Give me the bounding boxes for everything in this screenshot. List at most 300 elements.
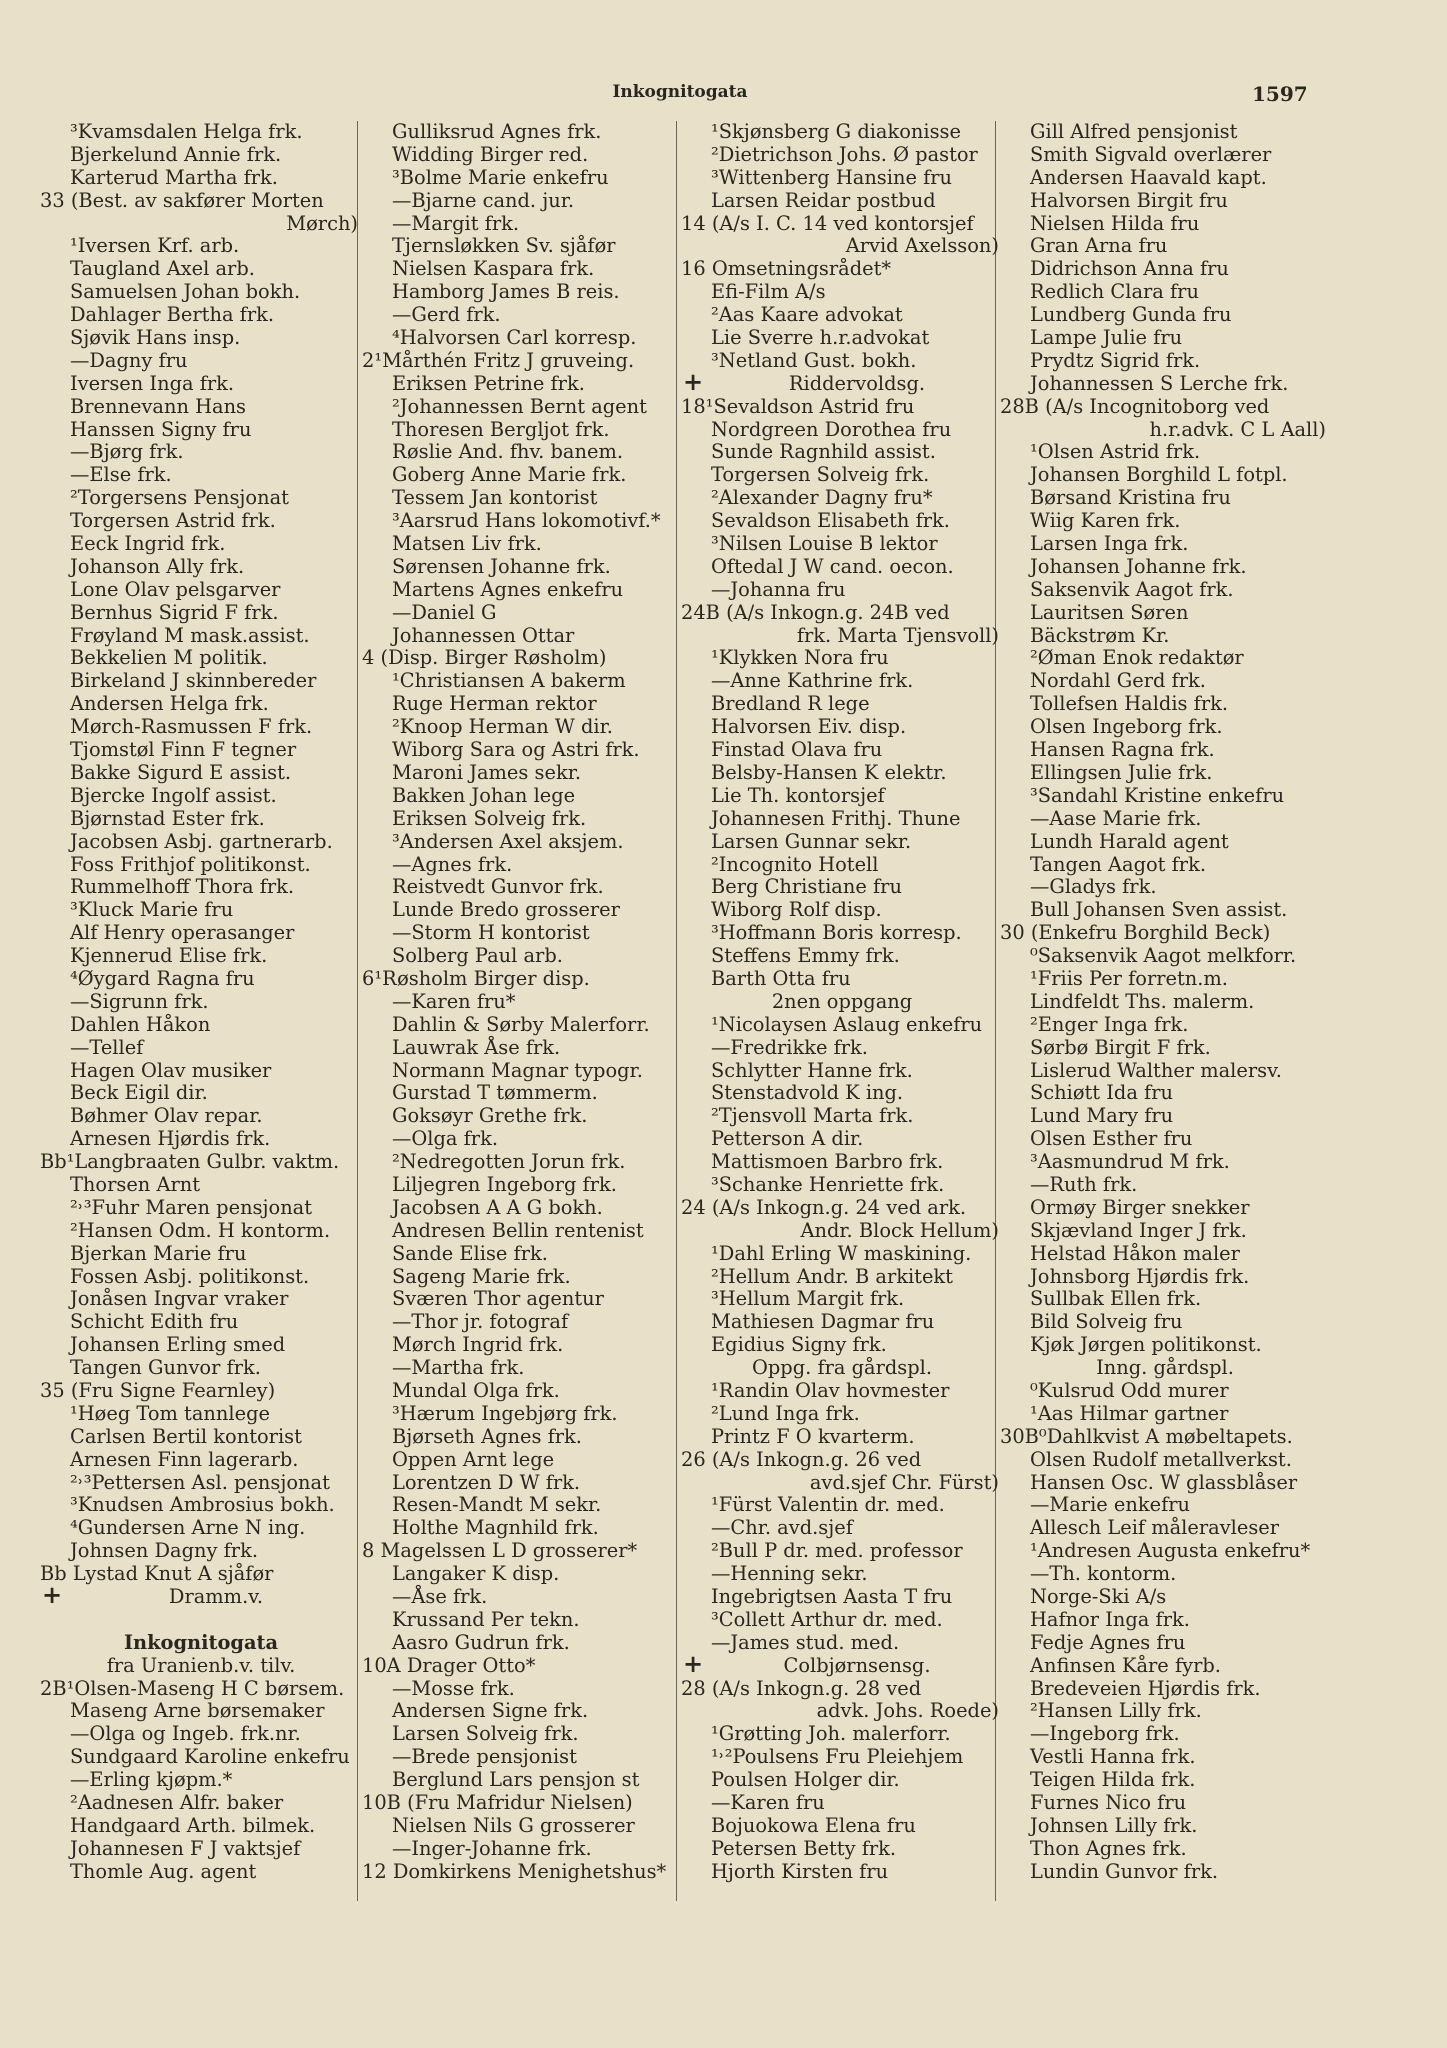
resident-entry: Lund Mary fru <box>1030 1104 1174 1128</box>
resident-entry: Tessem Jan kontorist <box>392 486 598 510</box>
resident-entry: Egidius Signy frk. <box>711 1333 887 1357</box>
resident-entry: Tangen Aagot frk. <box>1030 852 1206 876</box>
resident-entry: Jacobsen A A G bokh. <box>392 1195 603 1219</box>
resident-entry: Halvorsen Birgit fru <box>1030 188 1228 212</box>
resident-entry: Helstad Håkon maler <box>1030 1241 1240 1265</box>
resident-entry: ³Kluck Marie fru <box>70 898 234 922</box>
resident-entry: Steffens Emmy frk. <box>711 944 900 968</box>
resident-entry: Lunde Bredo grosserer <box>392 898 620 922</box>
section-note: 2nen oppgang <box>771 989 913 1013</box>
resident-entry: ¹Klykken Nora fru <box>711 646 889 670</box>
resident-entry: ²Hellum Andr. B arkitekt <box>711 1264 953 1288</box>
resident-entry: —Gerd frk. <box>392 303 501 327</box>
resident-entry: Poulsen Holger dir. <box>711 1768 900 1792</box>
resident-entry: Maseng Arne børsemaker <box>70 1699 325 1723</box>
resident-entry: Goksøyr Grethe frk. <box>392 1104 588 1128</box>
resident-entry: Vestli Hanna frk. <box>1030 1745 1196 1769</box>
resident-entry: ¹Fürst Valentin dr. med. <box>711 1493 945 1517</box>
resident-entry: Nordahl Gerd frk. <box>1030 669 1206 693</box>
resident-entry: ²Øman Enok redaktør <box>1030 646 1244 670</box>
column-2 <box>362 121 684 2001</box>
resident-entry: Nielsen Nils G grosserer <box>392 1813 635 1837</box>
resident-entry: Dahlin & Sørby Malerforr. <box>392 1012 650 1036</box>
resident-entry: Bjerkelund Annie frk. <box>70 142 282 166</box>
address-entry: 2B¹Olsen-Maseng H C børsem. <box>40 1676 345 1700</box>
resident-entry: Gran Arna fru <box>1030 234 1168 258</box>
resident-entry: Sværen Thor agentur <box>392 1287 604 1311</box>
resident-entry: —Anne Kathrine frk. <box>711 669 914 693</box>
resident-entry: Finstad Olava fru <box>711 738 883 762</box>
resident-entry: Larsen Solveig frk. <box>392 1722 579 1746</box>
resident-entry: —Erling kjøpm.* <box>70 1768 233 1792</box>
resident-entry: ³Nilsen Louise B lektor <box>711 532 938 556</box>
resident-entry: Lislerud Walther malersv. <box>1030 1058 1282 1082</box>
resident-entry: —Sigrunn frk. <box>70 989 209 1013</box>
resident-entry: Sande Elise frk. <box>392 1241 548 1265</box>
address-owner-continuation: Mørch) <box>286 211 358 235</box>
resident-entry: Liljegren Ingeborg frk. <box>392 1172 617 1196</box>
resident-entry: ¹Dahl Erling W maskining. <box>711 1241 972 1265</box>
resident-entry: Lie Th. kontorsjef <box>711 783 885 807</box>
resident-entry: Samuelsen Johan bokh. <box>70 280 301 304</box>
resident-entry: —Karen fru* <box>392 989 516 1013</box>
resident-entry: Kjøk Jørgen politikonst. <box>1030 1333 1262 1357</box>
resident-entry: Foss Frithjof politikonst. <box>70 852 311 876</box>
resident-entry: Efi-Film A/s <box>711 280 826 304</box>
address-entry: 2¹Mårthén Fritz J gruveing. <box>362 348 635 372</box>
resident-entry: Resen-Mandt M sekr. <box>392 1493 602 1517</box>
resident-entry: —Marie enkefru <box>1030 1493 1191 1517</box>
resident-entry: ¹Christiansen A bakerm <box>392 669 626 693</box>
resident-entry: Ingebrigtsen Aasta T fru <box>711 1585 953 1608</box>
resident-entry: Karterud Martha frk. <box>70 165 278 189</box>
resident-entry: —Tellef <box>70 1035 144 1059</box>
resident-entry: —Fredrikke frk. <box>711 1035 868 1059</box>
resident-entry: ²Nedregotten Jorun frk. <box>392 1150 626 1174</box>
resident-entry: Sjøvik Hans insp. <box>70 326 241 350</box>
resident-entry: —Henning sekr. <box>711 1562 868 1586</box>
resident-entry: —Th. kontorm. <box>1030 1562 1177 1586</box>
resident-entry: ³Schanke Henriette frk. <box>711 1172 945 1196</box>
resident-entry: —Daniel G <box>392 600 497 624</box>
resident-entry: Redlich Clara fru <box>1030 280 1199 304</box>
resident-entry: Røslie And. fhv. banem. <box>392 440 623 464</box>
resident-entry: ²Alexander Dagny fru* <box>711 486 933 510</box>
resident-entry: ²Dietrichson Johs. Ø pastor <box>711 142 978 166</box>
resident-entry: Taugland Axel arb. <box>70 257 255 281</box>
resident-entry: ¹Grøtting Joh. malerforr. <box>711 1722 951 1746</box>
resident-entry: Petterson A dir. <box>711 1127 864 1151</box>
resident-entry: Nielsen Kaspara frk. <box>392 257 595 281</box>
resident-entry: Johansen Borghild L fotpl. <box>1030 463 1288 487</box>
resident-entry: Birkeland J skinnbereder <box>70 669 317 693</box>
resident-entry: Aasro Gudrun frk. <box>392 1630 570 1654</box>
resident-entry: —Karen fru <box>711 1791 825 1815</box>
address-entry: Bb¹Langbraaten Gulbr. vaktm. <box>40 1150 340 1174</box>
resident-entry: —Thor jr. fotograf <box>392 1310 569 1334</box>
resident-entry: ²Incognito Hotell <box>711 852 879 876</box>
address-entry: 8 Magelssen L D grosserer* <box>362 1539 638 1563</box>
resident-entry: Schlytter Hanne frk. <box>711 1058 913 1082</box>
resident-entry: Gill Alfred pensjonist <box>1030 121 1238 143</box>
resident-entry: Brennevann Hans <box>70 394 247 418</box>
resident-entry: Handgaard Arth. bilmek. <box>70 1813 316 1837</box>
resident-entry: Halvorsen Eiv. disp. <box>711 715 907 739</box>
resident-entry: Norge-Ski A/s <box>1030 1585 1167 1608</box>
resident-entry: —Olga frk. <box>392 1127 498 1151</box>
resident-entry: Petersen Betty frk. <box>711 1836 897 1860</box>
resident-entry: —Brede pensjonist <box>392 1745 577 1769</box>
resident-entry: Skjævland Inger J frk. <box>1030 1218 1247 1242</box>
address-entry: 33 (Best. av sakfører Morten <box>40 188 324 212</box>
resident-entry: Eriksen Solveig frk. <box>392 806 587 830</box>
resident-entry: —Ruth frk. <box>1030 1172 1138 1196</box>
resident-entry: Bakke Sigurd E assist. <box>70 760 292 784</box>
resident-entry: Bredeveien Hjørdis frk. <box>1030 1676 1261 1700</box>
resident-entry: ³Bolme Marie enkefru <box>392 165 609 189</box>
resident-entry: Beck Eigil dir. <box>70 1081 208 1105</box>
resident-entry: Didrichson Anna fru <box>1030 257 1229 281</box>
resident-entry: Bakken Johan lege <box>392 783 576 807</box>
resident-entry: Maroni James sekr. <box>392 760 582 784</box>
resident-entry: ²˒³Fuhr Maren pensjonat <box>70 1195 313 1219</box>
resident-entry: ⁴Gundersen Arne N ing. <box>70 1516 306 1540</box>
resident-entry: Jacobsen Asbj. gartnerarb. <box>70 829 333 853</box>
resident-entry: ³Knudsen Ambrosius bokh. <box>70 1493 335 1517</box>
resident-entry: —Åse frk. <box>392 1585 488 1608</box>
resident-entry: Ruge Herman rektor <box>392 692 597 716</box>
address-entry: 28 (A/s Inkogn.g. 28 ved <box>681 1676 922 1700</box>
resident-entry: Thon Agnes frk. <box>1030 1836 1187 1860</box>
resident-entry: —Margit frk. <box>392 211 520 235</box>
resident-entry: Arnesen Hjørdis frk. <box>70 1127 271 1151</box>
resident-entry: Hamborg James B reis. <box>392 280 620 304</box>
resident-entry: Goberg Anne Marie frk. <box>392 463 627 487</box>
resident-entry: Lundberg Gunda fru <box>1030 303 1232 327</box>
resident-entry: Torgersen Astrid frk. <box>70 509 276 533</box>
resident-entry: Frøyland M mask.assist. <box>70 623 310 647</box>
resident-entry: Lampe Julie fru <box>1030 326 1183 350</box>
resident-entry: Johanson Ally frk. <box>70 554 245 578</box>
street-heading: Inkognitogata <box>123 1630 279 1654</box>
resident-entry: Sullbak Ellen frk. <box>1030 1287 1202 1311</box>
resident-entry: ²˒³Pettersen Asl. pensjonat <box>70 1470 330 1494</box>
resident-entry: Fossen Asbj. politikonst. <box>70 1264 310 1288</box>
resident-entry: Iversen Inga frk. <box>70 371 235 395</box>
resident-entry: ¹Olsen Astrid frk. <box>1030 440 1201 464</box>
section-note: Inng. gårdspl. <box>1096 1356 1234 1380</box>
resident-entry: Hanssen Signy fru <box>70 417 252 441</box>
resident-entry: Bredland R lege <box>711 692 870 716</box>
resident-entry: Wiborg Sara og Astri frk. <box>392 738 640 762</box>
resident-entry: ²Knoop Herman W dir. <box>392 715 613 739</box>
resident-entry: Gulliksrud Agnes frk. <box>392 121 602 143</box>
address-entry: 12 Domkirkens Menighetshus* <box>362 1859 667 1883</box>
resident-entry: ³Collett Arthur dr. med. <box>711 1607 943 1631</box>
resident-entry: Johannesen Frithj. Thune <box>711 806 961 830</box>
resident-entry: Andersen Haavald kapt. <box>1030 165 1267 189</box>
address-entry: 30B⁰Dahlkvist A møbeltapets. <box>1000 1424 1293 1448</box>
address-entry: 24 (A/s Inkogn.g. 24 ved ark. <box>681 1195 967 1219</box>
resident-entry: ³Aasmundrud M frk. <box>1030 1150 1230 1174</box>
resident-entry: Børsand Kristina fru <box>1030 486 1231 510</box>
resident-entry: Rummelhoff Thora frk. <box>70 875 295 899</box>
page-header <box>0 82 1447 112</box>
resident-entry: Dahlager Bertha frk. <box>70 303 275 327</box>
resident-entry: Larsen Reidar postbud <box>711 188 936 212</box>
resident-entry: ¹Nicolaysen Aslaug enkefru <box>711 1012 983 1036</box>
resident-entry: Johnsen Lilly frk. <box>1030 1813 1198 1837</box>
address-entry: 10B (Fru Mafridur Nielsen) <box>362 1791 633 1815</box>
resident-entry: Belsby-Hansen K elektr. <box>711 760 947 784</box>
address-owner-continuation: Arvid Axelsson) <box>845 234 999 258</box>
resident-entry: Hansen Osc. W glassblåser <box>1030 1470 1298 1494</box>
resident-entry: Alf Henry operasanger <box>70 921 295 945</box>
resident-entry: Sørbø Birgit F frk. <box>1030 1035 1211 1059</box>
resident-entry: Sundgaard Karoline enkefru <box>70 1745 350 1769</box>
address-entry: 14 (A/s I. C. 14 ved kontorsjef <box>681 211 974 235</box>
resident-entry: Prydtz Sigrid frk. <box>1030 348 1201 372</box>
resident-entry: Hafnor Inga frk. <box>1030 1607 1190 1631</box>
address-entry: 35 (Fru Signe Fearnley) <box>40 1378 276 1402</box>
resident-entry: Tjernsløkken Sv. sjåfør <box>392 234 616 258</box>
resident-entry: ⁰Kulsrud Odd murer <box>1030 1378 1229 1402</box>
resident-entry: —Johanna fru <box>711 577 846 601</box>
resident-entry: ³Hoffmann Boris korresp. <box>711 921 962 945</box>
resident-entry: ²Lund Inga frk. <box>711 1401 860 1425</box>
resident-entry: —Else frk. <box>70 463 172 487</box>
resident-entry: ³Aarsrud Hans lokomotivf.* <box>392 509 661 533</box>
resident-entry: Reistvedt Gunvor frk. <box>392 875 604 899</box>
resident-entry: ¹Aas Hilmar gartner <box>1030 1401 1229 1425</box>
resident-entry: —Dagny fru <box>70 348 188 372</box>
resident-entry: ¹Høeg Tom tannlege <box>70 1401 270 1425</box>
resident-entry: Sørensen Johanne frk. <box>392 554 611 578</box>
address-entry: 6¹Røsholm Birger disp. <box>362 966 590 990</box>
resident-entry: ²Torgersens Pensjonat <box>70 486 289 510</box>
resident-entry: Johansen Johanne frk. <box>1030 554 1247 578</box>
resident-entry: Schiøtt Ida fru <box>1030 1081 1173 1105</box>
resident-entry: Printz F O kvarterm. <box>711 1424 915 1448</box>
resident-entry: Eriksen Petrine frk. <box>392 371 585 395</box>
resident-entry: Olsen Ingeborg frk. <box>1030 715 1223 739</box>
resident-entry: Bojuokowa Elena fru <box>711 1813 916 1837</box>
resident-entry: Widding Birger red. <box>392 142 589 166</box>
resident-entry: Furnes Nico fru <box>1030 1791 1187 1815</box>
resident-entry: Tollefsen Haldis frk. <box>1030 692 1228 716</box>
resident-entry: Andersen Helga frk. <box>70 692 269 716</box>
resident-entry: Anfinsen Kåre fyrb. <box>1030 1653 1221 1677</box>
resident-entry: Allesch Leif måleravleser <box>1030 1516 1280 1540</box>
resident-entry: ²Tjensvoll Marta frk. <box>711 1104 914 1128</box>
resident-entry: Langaker K disp. <box>392 1562 560 1586</box>
resident-entry: Johnsborg Hjørdis frk. <box>1030 1264 1250 1288</box>
resident-entry: Johansen Erling smed <box>70 1333 286 1357</box>
resident-entry: ³Andersen Axel aksjem. <box>392 829 624 853</box>
resident-entry: Bekkelien M politik. <box>70 646 268 670</box>
address-owner-continuation: avd.sjef Chr. Fürst) <box>809 1470 999 1494</box>
resident-entry: Solberg Paul arb. <box>392 944 563 968</box>
resident-entry: Bernhus Sigrid F frk. <box>70 600 279 624</box>
resident-entry: ⁴Halvorsen Carl korresp. <box>392 326 637 350</box>
address-entry: 4 (Disp. Birger Røsholm) <box>362 646 607 670</box>
cross-street: + Riddervoldsg. <box>681 373 1003 396</box>
address-entry: 16 Omsetningsrådet* <box>681 257 892 281</box>
resident-entry: ⁰Saksenvik Aagot melkforr. <box>1030 944 1297 968</box>
resident-entry: Lundh Harald agent <box>1030 829 1229 853</box>
section-note: Oppg. fra gårdspl. <box>751 1356 933 1380</box>
resident-entry: —Bjørg frk. <box>70 440 184 464</box>
resident-entry: ²Hansen Odm. H kontorm. <box>70 1218 331 1242</box>
resident-entry: ⁴Øygard Ragna fru <box>70 966 255 990</box>
address-entry: 24B (A/s Inkogn.g. 24B ved <box>681 600 950 624</box>
address-entry: 18¹Sevaldson Astrid fru <box>681 394 915 418</box>
resident-entry: Normann Magnar typogr. <box>392 1058 643 1082</box>
resident-entry: Bjerkan Marie fru <box>70 1241 247 1265</box>
resident-entry: ³Kvamsdalen Helga frk. <box>70 121 303 143</box>
resident-entry: Sevaldson Elisabeth frk. <box>711 509 950 533</box>
resident-entry: Lauwrak Åse frk. <box>392 1035 561 1059</box>
resident-entry: Teigen Hilda frk. <box>1030 1768 1196 1792</box>
resident-entry: Nordgreen Dorothea fru <box>711 417 952 441</box>
resident-entry: ¹Andresen Augusta enkefru* <box>1030 1539 1311 1563</box>
resident-entry: Hagen Olav musiker <box>70 1058 272 1082</box>
resident-entry: ³Sandahl Kristine enkefru <box>1030 783 1285 807</box>
resident-entry: Torgersen Solveig frk. <box>711 463 930 487</box>
cross-street: + Dramm.v. <box>40 1586 362 1609</box>
resident-entry: —Mosse frk. <box>392 1676 515 1700</box>
resident-entry: Bull Johansen Sven assist. <box>1030 898 1288 922</box>
column-1 <box>40 121 362 2001</box>
resident-entry: —Inger-Johanne frk. <box>392 1836 592 1860</box>
resident-entry: —Agnes frk. <box>392 852 513 876</box>
resident-entry: Lindfeldt Ths. malerm. <box>1030 989 1255 1013</box>
resident-entry: Krussand Per tekn. <box>392 1607 580 1631</box>
resident-entry: Berglund Lars pensjon st <box>392 1768 640 1792</box>
resident-entry: Lie Sverre h.r.advokat <box>711 326 930 350</box>
resident-entry: —Martha frk. <box>392 1356 525 1380</box>
resident-entry: ²Aadnesen Alfr. baker <box>70 1791 284 1815</box>
resident-entry: Barth Otta fru <box>711 966 851 990</box>
resident-entry: —Bjarne cand. jur. <box>392 188 575 212</box>
resident-entry: Mundal Olga frk. <box>392 1378 560 1402</box>
resident-entry: Carlsen Bertil kontorist <box>70 1424 302 1448</box>
resident-entry: Fedje Agnes fru <box>1030 1630 1186 1654</box>
resident-entry: Olsen Esther fru <box>1030 1127 1193 1151</box>
resident-entry: Larsen Inga frk. <box>1030 532 1189 556</box>
resident-entry: Bjørseth Agnes frk. <box>392 1424 582 1448</box>
resident-entry: —Gladys frk. <box>1030 875 1157 899</box>
resident-entry: Matsen Liv frk. <box>392 532 542 556</box>
resident-entry: —James stud. med. <box>711 1630 900 1654</box>
resident-entry: Tangen Gunvor frk. <box>70 1356 261 1380</box>
resident-entry: Martens Agnes enkefru <box>392 577 624 601</box>
resident-entry: Bäckstrøm Kr. <box>1030 623 1170 647</box>
resident-entry: ¹Skjønsberg G diakonisse <box>711 121 961 143</box>
resident-entry: Dahlen Håkon <box>70 1012 211 1036</box>
resident-entry: ¹Friis Per forretn.m. <box>1030 966 1228 990</box>
resident-entry: ³Netland Gust. bokh. <box>711 348 917 372</box>
resident-entry: Oftedal J W cand. oecon. <box>711 554 954 578</box>
resident-entry: ¹Iversen Krf. arb. <box>70 234 240 258</box>
resident-entry: ¹˒²Poulsens Fru Pleiehjem <box>711 1745 964 1769</box>
resident-entry: ²Johannessen Bernt agent <box>392 394 647 418</box>
address-owner-continuation: frk. Marta Tjensvoll) <box>796 623 999 647</box>
address-entry: 30 (Enkefru Borghild Beck) <box>1000 921 1271 945</box>
resident-entry: Johannessen S Lerche frk. <box>1030 371 1289 395</box>
resident-entry: Thorsen Arnt <box>70 1172 200 1196</box>
resident-entry: Larsen Gunnar sekr. <box>711 829 912 853</box>
resident-entry: —Storm H kontorist <box>392 921 590 945</box>
resident-entry: Bøhmer Olav repar. <box>70 1104 263 1128</box>
resident-entry: Ormøy Birger snekker <box>1030 1195 1250 1219</box>
resident-entry: ³Wittenberg Hansine fru <box>711 165 953 189</box>
resident-entry: Kjennerud Elise frk. <box>70 944 268 968</box>
resident-entry: Thomle Aug. agent <box>70 1859 257 1883</box>
column-4 <box>1000 121 1330 2001</box>
resident-entry: ³Hellum Margit frk. <box>711 1287 905 1311</box>
resident-entry: —Ingeborg frk. <box>1030 1722 1180 1746</box>
resident-entry: Nielsen Hilda fru <box>1030 211 1200 235</box>
section-note: fra Uranienb.v. tilv. <box>106 1653 296 1677</box>
resident-entry: ³Hærum Ingebjørg frk. <box>392 1401 618 1425</box>
address-entry: 26 (A/s Inkogn.g. 26 ved <box>681 1447 922 1471</box>
resident-entry: Lundin Gunvor frk. <box>1030 1859 1219 1883</box>
address-entry: 10A Drager Otto* <box>362 1653 536 1677</box>
resident-entry: Mathiesen Dagmar fru <box>711 1310 935 1334</box>
resident-entry: Hjorth Kirsten fru <box>711 1859 889 1883</box>
address-entry: 28B (A/s Incognitoborg ved <box>1000 394 1270 418</box>
resident-entry: Sunde Ragnhild assist. <box>711 440 936 464</box>
resident-entry: ²Aas Kaare advokat <box>711 303 903 327</box>
spacer <box>40 1609 362 1632</box>
address-entry: Bb Lystad Knut A sjåfør <box>40 1562 274 1586</box>
running-title: Inkognitogata <box>612 82 748 102</box>
resident-entry: Bild Solveig fru <box>1030 1310 1183 1334</box>
resident-entry: ¹Randin Olav hovmester <box>711 1378 950 1402</box>
resident-entry: Bjørnstad Ester frk. <box>70 806 265 830</box>
resident-entry: Smith Sigvald overlærer <box>1030 142 1272 166</box>
resident-entry: Thoresen Bergljot frk. <box>392 417 610 441</box>
resident-entry: Jonåsen Ingvar vraker <box>70 1287 289 1311</box>
resident-entry: Mattismoen Barbro frk. <box>711 1150 944 1174</box>
resident-entry: Eeck Ingrid frk. <box>70 532 226 556</box>
resident-entry: Bjercke Ingolf assist. <box>70 783 277 807</box>
resident-entry: Lone Olav pelsgarver <box>70 577 281 601</box>
resident-entry: Lorentzen D W frk. <box>392 1470 581 1494</box>
resident-entry: Andresen Bellin rentenist <box>392 1218 644 1242</box>
resident-entry: ²Hansen Lilly frk. <box>1030 1699 1202 1723</box>
resident-entry: Ellingsen Julie frk. <box>1030 760 1213 784</box>
resident-entry: Arnesen Finn lagerarb. <box>70 1447 299 1471</box>
cross-street: + Colbjørnsensg. <box>681 1655 1003 1678</box>
resident-entry: Johannessen Ottar <box>392 623 575 647</box>
resident-entry: Holthe Magnhild frk. <box>392 1516 599 1540</box>
page-number: 1597 <box>1252 82 1308 106</box>
resident-entry: Tjomstøl Finn F tegner <box>70 738 297 762</box>
resident-entry: ²Bull P dr. med. professor <box>711 1539 963 1563</box>
resident-entry: Wiig Karen frk. <box>1030 509 1181 533</box>
resident-entry: Hansen Ragna frk. <box>1030 738 1215 762</box>
resident-entry: Stenstadvold K ing. <box>711 1081 904 1105</box>
resident-entry: Lauritsen Søren <box>1030 600 1189 624</box>
resident-entry: Andersen Signe frk. <box>392 1699 589 1723</box>
address-owner-continuation: h.r.advk. C L Aall) <box>1149 417 1326 441</box>
resident-entry: Schicht Edith fru <box>70 1310 239 1334</box>
resident-entry: Mørch Ingrid frk. <box>392 1333 564 1357</box>
resident-entry: —Aase Marie frk. <box>1030 806 1202 830</box>
resident-entry: ²Enger Inga frk. <box>1030 1012 1189 1036</box>
